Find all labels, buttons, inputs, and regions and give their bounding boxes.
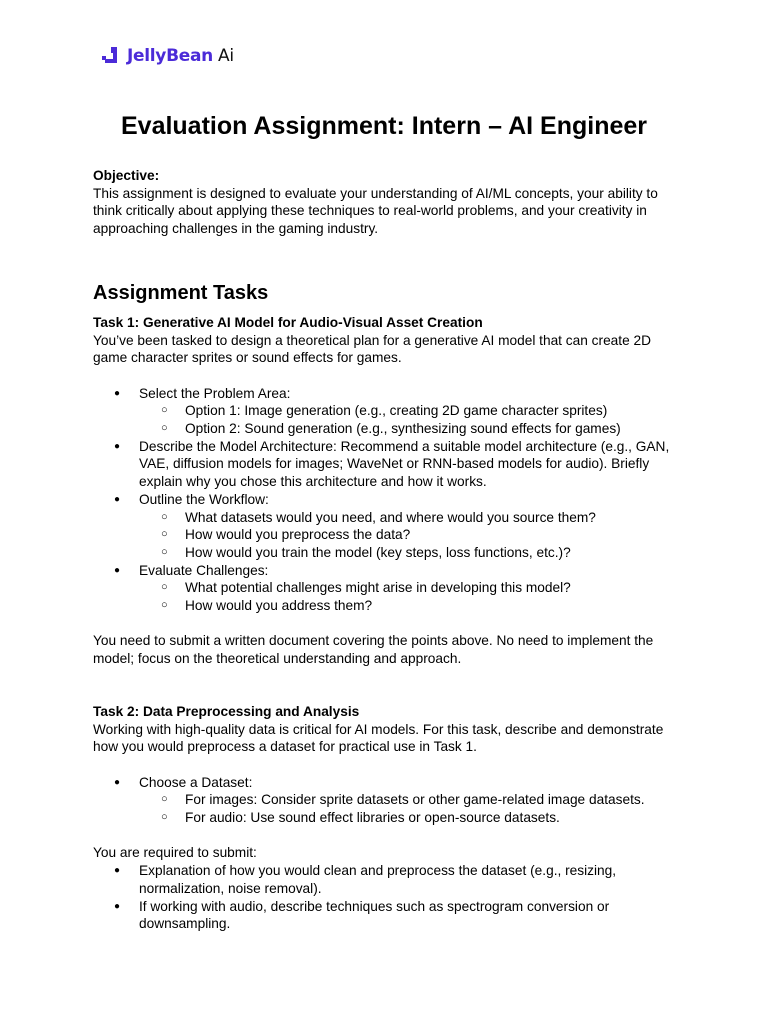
task1-closing: You need to submit a written document covering the points above. No need to implement the model; focus on the theoretical understanding and approach. xyxy=(93,633,654,667)
list-item: ● Outline the Workflow: xyxy=(93,491,683,509)
task2-submit-list xyxy=(93,862,683,933)
sub-list-item: ○ How would you train the model (key steps, loss functions, etc.)? xyxy=(93,544,683,562)
objective-label: Objective: xyxy=(93,168,160,183)
sub-list-item: ○ What datasets would you need, and where would you source them? xyxy=(93,509,683,527)
sub-list-item: ○ What potential challenges might arise in developing this model? xyxy=(93,579,683,597)
sub-list-item: ○ For audio: Use sound effect libraries or open-source datasets. xyxy=(93,809,683,827)
task2-list xyxy=(93,774,683,827)
list-item: ● Select the Problem Area: xyxy=(93,385,683,403)
sub-list-item: ○ How would you address them? xyxy=(93,597,683,615)
list-item: ● Choose a Dataset: xyxy=(93,774,683,792)
page-title: Evaluation Assignment: Intern – AI Engineer xyxy=(120,112,647,140)
sub-list-item: ○ How would you preprocess the data? xyxy=(93,526,683,544)
sub-list-item: ○ Option 2: Sound generation (e.g., synthesizing sound effects for games) xyxy=(93,420,683,438)
brand-logo xyxy=(101,44,234,68)
task1-title: Task 1: Generative AI Model for Audio-Visual Asset Creation xyxy=(93,314,483,330)
task2-submit-label: You are required to submit: xyxy=(93,845,257,861)
brand-name xyxy=(127,46,234,66)
list-item: ● If working with audio, describe techniques such as spectrogram conversion or downsampling. xyxy=(93,898,683,933)
task2-title: Task 2: Data Preprocessing and Analysis xyxy=(93,703,360,719)
objective-text: This assignment is designed to evaluate your understanding of AI/ML concepts, your ability to think critically about applying these techniques to real-world problems, and your creativity in approaching challenges in the gaming industry. xyxy=(93,185,658,237)
jellybean-logo-mark-icon xyxy=(101,46,121,66)
list-item: ● Explanation of how you would clean and preprocess the dataset (e.g., resizing, normalization, noise removal). xyxy=(93,862,683,897)
task1-intro: You’ve been tasked to design a theoretical plan for a generative AI model that can create 2D game character sprites or sound effects for games. xyxy=(93,332,652,366)
document-body xyxy=(93,167,683,933)
task1-list xyxy=(93,385,683,615)
brand-name-main: JellyBean xyxy=(127,46,213,66)
list-item: ● Evaluate Challenges: xyxy=(93,562,683,580)
brand-name-suffix: Ai xyxy=(212,46,234,66)
list-item: ● Describe the Model Architecture: Recommend a suitable model architecture (e.g., GAN, VAE, diffusion models for images; WaveNet or RNN-based models for audio). Briefly explain why you chose this architecture and how it works. xyxy=(93,438,683,491)
task2-intro: Working with high-quality data is critical for AI models. For this task, describe and demonstrate how you would preprocess a dataset for practical use in Task 1. xyxy=(93,721,664,755)
sub-list-item: ○ Option 1: Image generation (e.g., creating 2D game character sprites) xyxy=(93,402,683,420)
assignment-tasks-heading: Assignment Tasks xyxy=(93,281,269,304)
sub-list-item: ○ For images: Consider sprite datasets or other game-related image datasets. xyxy=(93,791,683,809)
